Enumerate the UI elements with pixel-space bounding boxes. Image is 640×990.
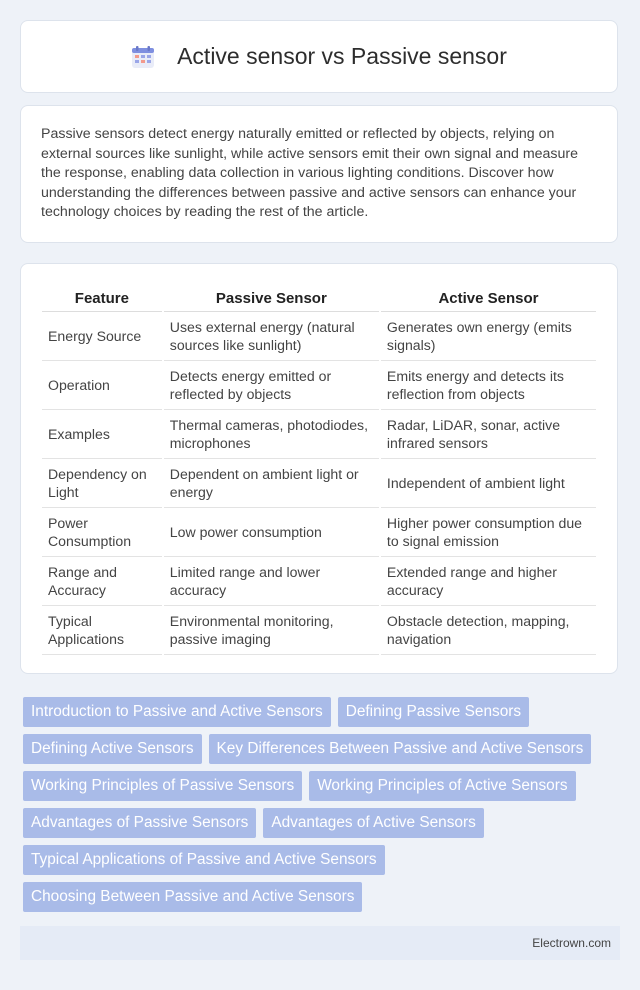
column-header: Passive Sensor bbox=[164, 284, 379, 312]
footer bbox=[20, 926, 620, 960]
table-cell: Limited range and lower accuracy bbox=[164, 557, 379, 606]
topic-links bbox=[23, 697, 613, 912]
table-cell: Obstacle detection, mapping, navigation bbox=[381, 606, 596, 655]
table-cell: Examples bbox=[42, 410, 162, 459]
topic-link[interactable]: Key Differences Between Passive and Active Sensors bbox=[209, 734, 592, 764]
topic-link[interactable]: Choosing Between Passive and Active Sensors bbox=[23, 882, 362, 912]
table-cell: Energy Source bbox=[42, 312, 162, 361]
table-cell: Dependent on ambient light or energy bbox=[164, 459, 379, 508]
table-cell: Radar, LiDAR, sonar, active infrared sensors bbox=[381, 410, 596, 459]
comparison-card bbox=[20, 263, 618, 674]
table-row bbox=[42, 312, 596, 361]
table-cell: Operation bbox=[42, 361, 162, 410]
topic-link[interactable]: Typical Applications of Passive and Active Sensors bbox=[23, 845, 385, 875]
table-cell: Power Consumption bbox=[42, 508, 162, 557]
topic-link[interactable]: Working Principles of Active Sensors bbox=[309, 771, 575, 801]
table-row bbox=[42, 459, 596, 508]
comparison-table bbox=[40, 284, 598, 655]
table-row bbox=[42, 606, 596, 655]
intro-card bbox=[20, 105, 618, 243]
table-cell: Typical Applications bbox=[42, 606, 162, 655]
title-card bbox=[20, 20, 618, 93]
table-row bbox=[42, 361, 596, 410]
column-header: Feature bbox=[42, 284, 162, 312]
topic-link[interactable]: Introduction to Passive and Active Sensors bbox=[23, 697, 331, 727]
intro-paragraph: Passive sensors detect energy naturally emitted or reflected by objects, relying on external sources like sunlight, while active sensors emit their own signal and measure the response, enabling data collection in various lighting conditions. Discover how understanding the differences between passive and active sensors can enhance your technology choices by reading the rest of the article. bbox=[41, 126, 579, 220]
topic-link[interactable]: Advantages of Passive Sensors bbox=[23, 808, 256, 838]
column-header: Active Sensor bbox=[381, 284, 596, 312]
table-cell: Dependency on Light bbox=[42, 459, 162, 508]
table-cell: Generates own energy (emits signals) bbox=[381, 312, 596, 361]
table-row bbox=[42, 508, 596, 557]
table-cell: Range and Accuracy bbox=[42, 557, 162, 606]
topic-link[interactable]: Defining Active Sensors bbox=[23, 734, 202, 764]
topic-link[interactable]: Advantages of Active Sensors bbox=[263, 808, 483, 838]
topic-link[interactable]: Defining Passive Sensors bbox=[338, 697, 529, 727]
table-cell: Extended range and higher accuracy bbox=[381, 557, 596, 606]
table-cell: Higher power consumption due to signal emission bbox=[381, 508, 596, 557]
topic-link[interactable]: Working Principles of Passive Sensors bbox=[23, 771, 302, 801]
footer-site-link[interactable]: Electrown.com bbox=[532, 936, 611, 950]
table-row bbox=[42, 557, 596, 606]
table-cell: Emits energy and detects its reflection from objects bbox=[381, 361, 596, 410]
table-cell: Thermal cameras, photodiodes, microphones bbox=[164, 410, 379, 459]
table-cell: Independent of ambient light bbox=[381, 459, 596, 508]
calendar-grid-icon bbox=[131, 45, 155, 69]
table-cell: Uses external energy (natural sources like sunlight) bbox=[164, 312, 379, 361]
table-cell: Environmental monitoring, passive imaging bbox=[164, 606, 379, 655]
table-cell: Low power consumption bbox=[164, 508, 379, 557]
table-row bbox=[42, 410, 596, 459]
table-header-row bbox=[42, 284, 596, 312]
page-title: Active sensor vs Passive sensor bbox=[177, 43, 507, 69]
table-cell: Detects energy emitted or reflected by objects bbox=[164, 361, 379, 410]
